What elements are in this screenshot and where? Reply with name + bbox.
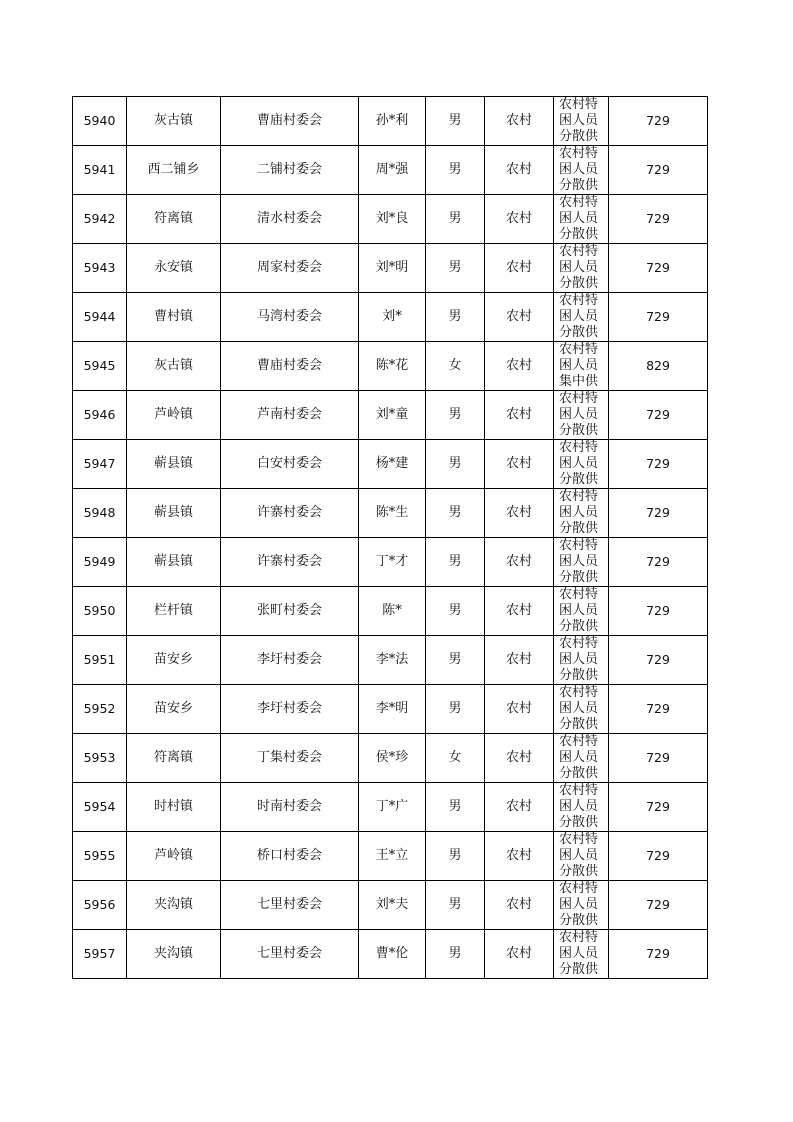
village-committee-cell: 曹庙村委会 — [221, 97, 359, 146]
serial-number-cell: 5954 — [73, 783, 127, 832]
village-committee-cell: 张町村委会 — [221, 587, 359, 636]
support-category-text: 农村特困人员分散供 — [559, 489, 599, 536]
amount-cell: 729 — [609, 636, 708, 685]
area-type-cell: 农村 — [485, 832, 554, 881]
person-name-cell: 陈*花 — [359, 342, 426, 391]
support-category-cell — [554, 930, 609, 979]
support-category-cell — [554, 146, 609, 195]
table-row — [73, 146, 708, 195]
amount-cell: 729 — [609, 391, 708, 440]
table-row — [73, 440, 708, 489]
amount-cell: 729 — [609, 734, 708, 783]
support-category-text: 农村特困人员分散供 — [559, 734, 599, 781]
table-row — [73, 97, 708, 146]
support-category-cell — [554, 783, 609, 832]
amount-cell: 729 — [609, 440, 708, 489]
gender-cell: 男 — [426, 195, 485, 244]
village-committee-cell: 七里村委会 — [221, 881, 359, 930]
amount-cell: 729 — [609, 832, 708, 881]
person-name-cell: 刘*良 — [359, 195, 426, 244]
gender-cell: 女 — [426, 342, 485, 391]
amount-cell: 729 — [609, 195, 708, 244]
support-category-text: 农村特困人员分散供 — [559, 440, 599, 487]
person-name-cell: 刘* — [359, 293, 426, 342]
town-cell: 夹沟镇 — [127, 930, 221, 979]
gender-cell: 男 — [426, 244, 485, 293]
serial-number-cell: 5956 — [73, 881, 127, 930]
area-type-cell: 农村 — [485, 342, 554, 391]
village-committee-cell: 桥口村委会 — [221, 832, 359, 881]
support-category-text: 农村特困人员分散供 — [559, 881, 599, 928]
village-committee-cell: 清水村委会 — [221, 195, 359, 244]
serial-number-cell: 5944 — [73, 293, 127, 342]
village-committee-cell: 李圩村委会 — [221, 636, 359, 685]
support-category-cell — [554, 734, 609, 783]
town-cell: 芦岭镇 — [127, 391, 221, 440]
area-type-cell: 农村 — [485, 391, 554, 440]
gender-cell: 男 — [426, 783, 485, 832]
serial-number-cell: 5957 — [73, 930, 127, 979]
area-type-cell: 农村 — [485, 440, 554, 489]
support-category-cell — [554, 195, 609, 244]
gender-cell: 男 — [426, 146, 485, 195]
area-type-cell: 农村 — [485, 195, 554, 244]
support-category-cell — [554, 440, 609, 489]
person-name-cell: 刘*童 — [359, 391, 426, 440]
area-type-cell: 农村 — [485, 146, 554, 195]
town-cell: 西二铺乡 — [127, 146, 221, 195]
gender-cell: 男 — [426, 685, 485, 734]
support-category-text: 农村特困人员分散供 — [559, 97, 599, 144]
town-cell: 蕲县镇 — [127, 538, 221, 587]
amount-cell: 829 — [609, 342, 708, 391]
gender-cell: 男 — [426, 636, 485, 685]
person-name-cell: 杨*建 — [359, 440, 426, 489]
support-category-text: 农村特困人员分散供 — [559, 195, 599, 242]
town-cell: 栏杆镇 — [127, 587, 221, 636]
town-cell: 苗安乡 — [127, 685, 221, 734]
table-row — [73, 832, 708, 881]
town-cell: 时村镇 — [127, 783, 221, 832]
support-category-text: 农村特困人员分散供 — [559, 146, 599, 193]
village-committee-cell: 马湾村委会 — [221, 293, 359, 342]
amount-cell: 729 — [609, 293, 708, 342]
person-name-cell: 李*法 — [359, 636, 426, 685]
area-type-cell: 农村 — [485, 685, 554, 734]
area-type-cell: 农村 — [485, 489, 554, 538]
amount-cell: 729 — [609, 538, 708, 587]
table-row — [73, 244, 708, 293]
person-name-cell: 丁*才 — [359, 538, 426, 587]
person-name-cell: 李*明 — [359, 685, 426, 734]
amount-cell: 729 — [609, 97, 708, 146]
support-category-text: 农村特困人员分散供 — [559, 685, 599, 732]
support-category-cell — [554, 881, 609, 930]
support-category-text: 农村特困人员分散供 — [559, 832, 599, 879]
area-type-cell: 农村 — [485, 97, 554, 146]
gender-cell: 男 — [426, 538, 485, 587]
village-committee-cell: 白安村委会 — [221, 440, 359, 489]
amount-cell: 729 — [609, 783, 708, 832]
records-table-body — [73, 97, 708, 979]
amount-cell: 729 — [609, 685, 708, 734]
table-row — [73, 734, 708, 783]
support-category-text: 农村特困人员分散供 — [559, 391, 599, 438]
table-row — [73, 587, 708, 636]
support-category-cell — [554, 538, 609, 587]
town-cell: 符离镇 — [127, 195, 221, 244]
table-row — [73, 489, 708, 538]
person-name-cell: 周*强 — [359, 146, 426, 195]
serial-number-cell: 5950 — [73, 587, 127, 636]
area-type-cell: 农村 — [485, 930, 554, 979]
serial-number-cell: 5946 — [73, 391, 127, 440]
village-committee-cell: 丁集村委会 — [221, 734, 359, 783]
area-type-cell: 农村 — [485, 587, 554, 636]
serial-number-cell: 5949 — [73, 538, 127, 587]
town-cell: 芦岭镇 — [127, 832, 221, 881]
gender-cell: 男 — [426, 97, 485, 146]
person-name-cell: 侯*珍 — [359, 734, 426, 783]
gender-cell: 男 — [426, 832, 485, 881]
support-category-text: 农村特困人员分散供 — [559, 538, 599, 585]
village-committee-cell: 周家村委会 — [221, 244, 359, 293]
support-category-text: 农村特困人员分散供 — [559, 244, 599, 291]
support-category-cell — [554, 244, 609, 293]
serial-number-cell: 5943 — [73, 244, 127, 293]
town-cell: 符离镇 — [127, 734, 221, 783]
serial-number-cell: 5952 — [73, 685, 127, 734]
gender-cell: 男 — [426, 587, 485, 636]
serial-number-cell: 5953 — [73, 734, 127, 783]
amount-cell: 729 — [609, 587, 708, 636]
town-cell: 灰古镇 — [127, 97, 221, 146]
support-category-cell — [554, 97, 609, 146]
gender-cell: 男 — [426, 293, 485, 342]
amount-cell: 729 — [609, 146, 708, 195]
town-cell: 蕲县镇 — [127, 440, 221, 489]
support-category-cell — [554, 489, 609, 538]
gender-cell: 男 — [426, 930, 485, 979]
table-row — [73, 881, 708, 930]
table-row — [73, 391, 708, 440]
town-cell: 苗安乡 — [127, 636, 221, 685]
support-category-text: 农村特困人员分散供 — [559, 636, 599, 683]
support-category-text: 农村特困人员分散供 — [559, 930, 599, 977]
area-type-cell: 农村 — [485, 734, 554, 783]
town-cell: 永安镇 — [127, 244, 221, 293]
support-category-cell — [554, 636, 609, 685]
village-committee-cell: 曹庙村委会 — [221, 342, 359, 391]
table-row — [73, 293, 708, 342]
support-category-cell — [554, 832, 609, 881]
area-type-cell: 农村 — [485, 293, 554, 342]
support-category-text: 农村特困人员分散供 — [559, 783, 599, 830]
support-category-text: 农村特困人员分散供 — [559, 587, 599, 634]
serial-number-cell: 5947 — [73, 440, 127, 489]
area-type-cell: 农村 — [485, 538, 554, 587]
person-name-cell: 丁*广 — [359, 783, 426, 832]
area-type-cell: 农村 — [485, 636, 554, 685]
amount-cell: 729 — [609, 881, 708, 930]
serial-number-cell: 5951 — [73, 636, 127, 685]
person-name-cell: 陈* — [359, 587, 426, 636]
serial-number-cell: 5942 — [73, 195, 127, 244]
town-cell: 灰古镇 — [127, 342, 221, 391]
records-table — [72, 96, 708, 979]
village-committee-cell: 许寨村委会 — [221, 489, 359, 538]
person-name-cell: 王*立 — [359, 832, 426, 881]
serial-number-cell: 5955 — [73, 832, 127, 881]
amount-cell: 729 — [609, 489, 708, 538]
serial-number-cell: 5945 — [73, 342, 127, 391]
support-category-text: 农村特困人员分散供 — [559, 293, 599, 340]
town-cell: 曹村镇 — [127, 293, 221, 342]
person-name-cell: 孙*利 — [359, 97, 426, 146]
table-row — [73, 195, 708, 244]
area-type-cell: 农村 — [485, 244, 554, 293]
village-committee-cell: 二铺村委会 — [221, 146, 359, 195]
table-row — [73, 930, 708, 979]
serial-number-cell: 5940 — [73, 97, 127, 146]
person-name-cell: 刘*明 — [359, 244, 426, 293]
village-committee-cell: 许寨村委会 — [221, 538, 359, 587]
gender-cell: 男 — [426, 489, 485, 538]
gender-cell: 女 — [426, 734, 485, 783]
village-committee-cell: 七里村委会 — [221, 930, 359, 979]
serial-number-cell: 5948 — [73, 489, 127, 538]
support-category-cell — [554, 587, 609, 636]
person-name-cell: 曹*伦 — [359, 930, 426, 979]
gender-cell: 男 — [426, 391, 485, 440]
support-category-cell — [554, 293, 609, 342]
table-row — [73, 636, 708, 685]
serial-number-cell: 5941 — [73, 146, 127, 195]
village-committee-cell: 时南村委会 — [221, 783, 359, 832]
person-name-cell: 刘*夫 — [359, 881, 426, 930]
table-row — [73, 685, 708, 734]
support-category-text: 农村特困人员集中供 — [559, 342, 599, 389]
gender-cell: 男 — [426, 881, 485, 930]
amount-cell: 729 — [609, 244, 708, 293]
area-type-cell: 农村 — [485, 783, 554, 832]
gender-cell: 男 — [426, 440, 485, 489]
table-row — [73, 783, 708, 832]
area-type-cell: 农村 — [485, 881, 554, 930]
amount-cell: 729 — [609, 930, 708, 979]
person-name-cell: 陈*生 — [359, 489, 426, 538]
support-category-cell — [554, 391, 609, 440]
town-cell: 蕲县镇 — [127, 489, 221, 538]
table-row — [73, 538, 708, 587]
table-row — [73, 342, 708, 391]
village-committee-cell: 芦南村委会 — [221, 391, 359, 440]
support-category-cell — [554, 342, 609, 391]
support-category-cell — [554, 685, 609, 734]
town-cell: 夹沟镇 — [127, 881, 221, 930]
village-committee-cell: 李圩村委会 — [221, 685, 359, 734]
